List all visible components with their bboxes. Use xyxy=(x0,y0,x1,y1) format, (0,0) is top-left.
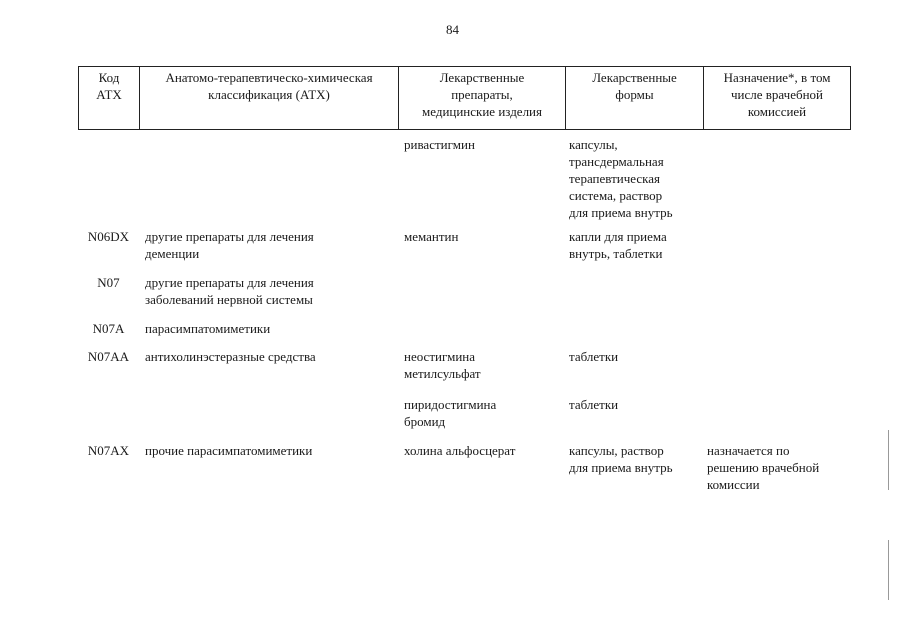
page-number: 84 xyxy=(446,22,459,37)
table-header xyxy=(78,66,851,130)
drug-name: холина альфосцерат xyxy=(404,443,516,458)
drug-name: неостигмина метилсульфат xyxy=(404,349,481,381)
drug-name: ривастигмин xyxy=(404,137,475,152)
table-row xyxy=(78,136,851,221)
header-forms: Лекарственные формы xyxy=(566,67,704,129)
dosage-form: таблетки xyxy=(569,349,619,364)
dosage-form: капли для приема внутрь, таблетки xyxy=(569,229,667,261)
atx-classification: другие препараты для лечения заболеваний нервной системы xyxy=(145,275,314,307)
header-purpose: Назначение*, в том числе врачебной комиссией xyxy=(723,70,831,119)
scan-mark xyxy=(888,430,889,490)
drug-name xyxy=(398,274,565,308)
purpose-note: назначается по решению врачебной комиссии xyxy=(707,443,820,492)
atx-classification: парасимпатомиметики xyxy=(145,321,271,336)
dosage-form: капсулы, трансдермальная терапевтическая система, раствор для приема внутрь xyxy=(569,137,673,220)
atx-code: N07AX xyxy=(87,443,130,458)
atx-code xyxy=(78,396,139,430)
header-atx: Анатомо-терапевтическо-химическая классификация (АТХ) xyxy=(140,67,399,129)
atx-classification xyxy=(139,136,398,221)
atx-code: N06DX xyxy=(87,229,130,244)
atx-classification xyxy=(139,396,398,430)
drug-name: мемантин xyxy=(404,229,459,244)
drug-name: пиридостигмина бромид xyxy=(404,397,497,429)
table-row xyxy=(78,396,851,430)
dosage-form xyxy=(565,320,703,337)
dosage-form xyxy=(565,274,703,308)
atx-classification: прочие парасимпатомиметики xyxy=(145,443,313,458)
header-code: Код АТХ xyxy=(79,67,140,129)
atx-classification: антихолинэстеразные средства xyxy=(145,349,316,364)
atx-code xyxy=(78,136,139,221)
table-row xyxy=(78,442,851,493)
purpose-note xyxy=(703,320,851,337)
purpose-note xyxy=(703,348,851,382)
purpose-note xyxy=(703,396,851,430)
purpose-note xyxy=(703,136,851,221)
atx-classification: другие препараты для лечения деменции xyxy=(145,229,314,261)
scan-mark xyxy=(888,540,889,600)
atx-code: N07AA xyxy=(87,349,130,364)
atx-code: N07 xyxy=(97,275,120,290)
dosage-form: капсулы, раствор для приема внутрь xyxy=(569,443,673,475)
table-row xyxy=(78,228,851,262)
table-row xyxy=(78,320,851,337)
table-row xyxy=(78,348,851,382)
purpose-note xyxy=(703,228,851,262)
atx-code: N07A xyxy=(92,321,125,336)
header-drugs: Лекарственные препараты, медицинские изделия xyxy=(399,67,566,129)
purpose-note xyxy=(703,274,851,308)
table-row xyxy=(78,274,851,308)
dosage-form: таблетки xyxy=(569,397,619,412)
drug-name xyxy=(398,320,565,337)
